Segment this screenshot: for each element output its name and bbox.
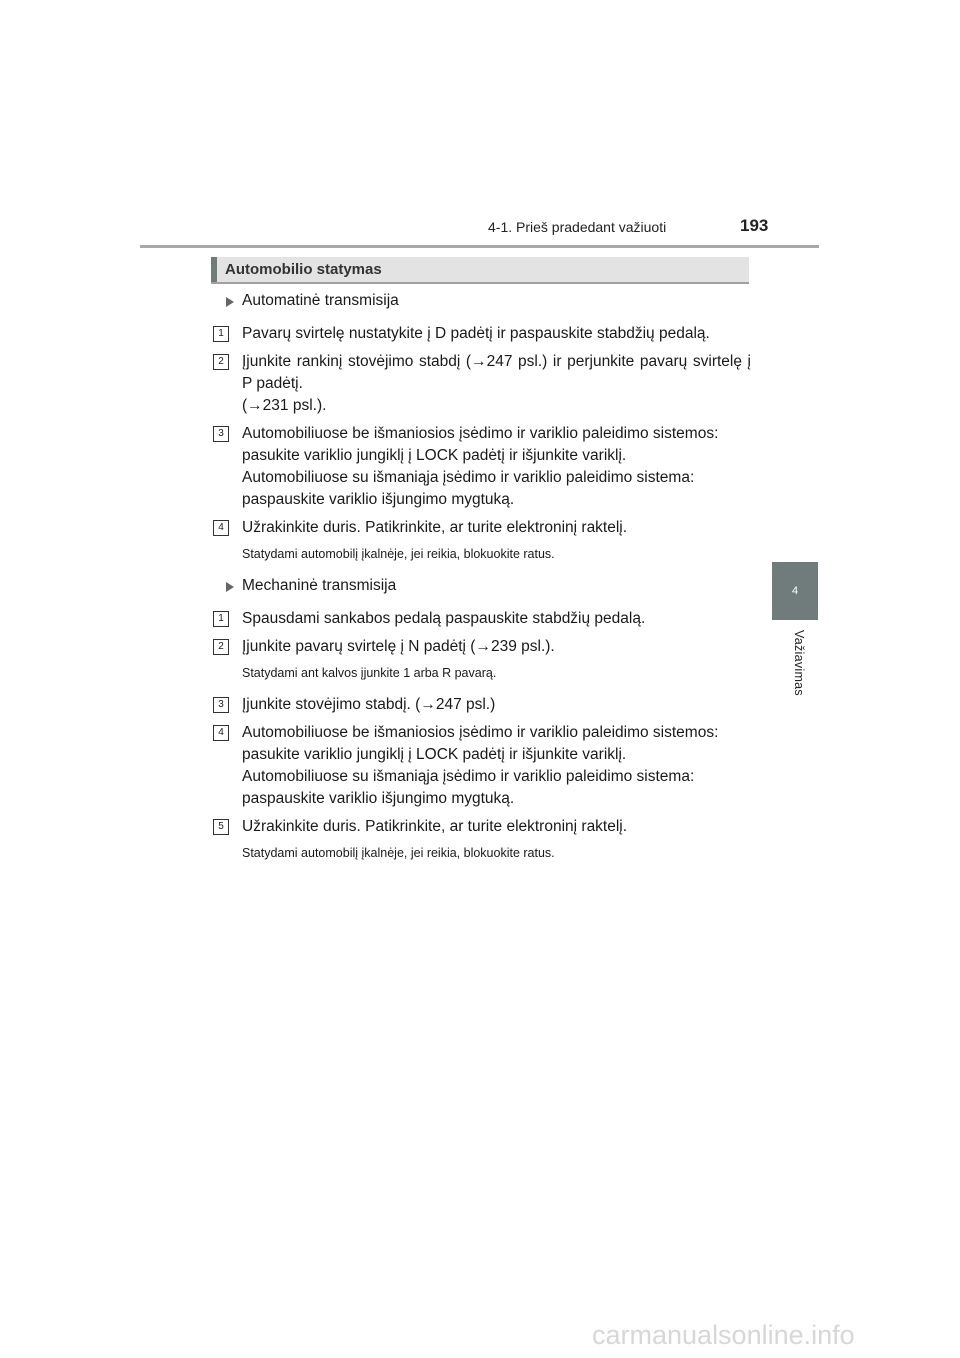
step-number-box: 1 (213, 326, 229, 342)
automatic-step-4 (211, 517, 751, 539)
step-text: Įjunkite stovėjimo stabdį. (→247 psl.) (242, 696, 496, 713)
automatic-step-1 (211, 323, 751, 345)
step-text: paspauskite variklio išjungimo mygtuką. (242, 491, 515, 508)
step-number-box: 4 (213, 520, 229, 536)
automatic-step-3 (211, 423, 751, 511)
section-heading-bar (211, 257, 749, 284)
manual-step-2-note: Statydami ant kalvos įjunkite 1 arba R pavarą. (242, 666, 497, 680)
step-text: Įjunkite pavarų svirtelę į N padėtį (→239 psl.). (242, 638, 555, 655)
step-number-box: 1 (213, 611, 229, 627)
step-number-box: 2 (213, 639, 229, 655)
step-text: Automobiliuose be išmaniosios įsėdimo ir variklio paleidimo sistemos: (242, 425, 719, 442)
step-text: Užrakinkite duris. Patikrinkite, ar turite elektroninį raktelį. (242, 818, 628, 835)
watermark-logo: carmanualsonline.info (592, 1320, 855, 1350)
section-heading-accent (211, 257, 217, 282)
procedure-content (211, 288, 751, 874)
manual-step-2 (211, 636, 751, 658)
automatic-transmission-subheading (211, 290, 751, 312)
chapter-tab: 4 (772, 562, 818, 620)
chapter-tab-label: Važiavimas (792, 630, 806, 696)
automatic-step-2 (211, 351, 751, 417)
manual-note: Statydami automobilį įkalnėje, jei reikia, blokuokite ratus. (242, 846, 555, 860)
manual-transmission-subheading (211, 575, 751, 597)
step-number-box: 2 (213, 354, 229, 370)
step-text: Užrakinkite duris. Patikrinkite, ar turite elektroninį raktelį. (242, 519, 628, 536)
section-title: Automobilio statymas (225, 261, 382, 278)
step-number-box: 5 (213, 819, 229, 835)
step-text: Įjunkite rankinį stovėjimo stabdį (→247 psl.) ir perjunkite pavarų svirtelę į P padėtį. (242, 353, 751, 392)
manual-step-4 (211, 722, 751, 810)
triangle-bullet-icon (226, 582, 234, 592)
header-divider (140, 245, 819, 248)
step-text: pasukite variklio jungiklį į LOCK padėtį ir išjunkite variklį. (242, 746, 627, 763)
manual-step-1 (211, 608, 751, 630)
step-text: Automobiliuose su išmaniąja įsėdimo ir variklio paleidimo sistema: (242, 768, 695, 785)
page-number: 193 (740, 216, 769, 235)
triangle-bullet-icon (226, 297, 234, 307)
subheading-label: Mechaninė transmisija (242, 577, 397, 594)
subheading-label: Automatinė transmisija (242, 292, 399, 309)
step-number-box: 4 (213, 725, 229, 741)
automatic-note: Statydami automobilį įkalnėje, jei reikia, blokuokite ratus. (242, 547, 555, 561)
running-header-section: 4-1. Prieš pradedant važiuoti (488, 219, 667, 235)
step-number-box: 3 (213, 697, 229, 713)
manual-step-5 (211, 816, 751, 838)
step-text: Automobiliuose su išmaniąja įsėdimo ir variklio paleidimo sistema: (242, 469, 695, 486)
step-text: Spausdami sankabos pedalą paspauskite stabdžių pedalą. (242, 610, 646, 627)
step-text: pasukite variklio jungiklį į LOCK padėtį ir išjunkite variklį. (242, 447, 627, 464)
step-text: (→231 psl.). (242, 397, 327, 414)
step-text: paspauskite variklio išjungimo mygtuką. (242, 790, 515, 807)
step-text: Pavarų svirtelę nustatykite į D padėtį ir paspauskite stabdžių pedalą. (242, 325, 710, 342)
step-text: Automobiliuose be išmaniosios įsėdimo ir variklio paleidimo sistemos: (242, 724, 719, 741)
step-number-box: 3 (213, 426, 229, 442)
manual-step-3 (211, 694, 751, 716)
